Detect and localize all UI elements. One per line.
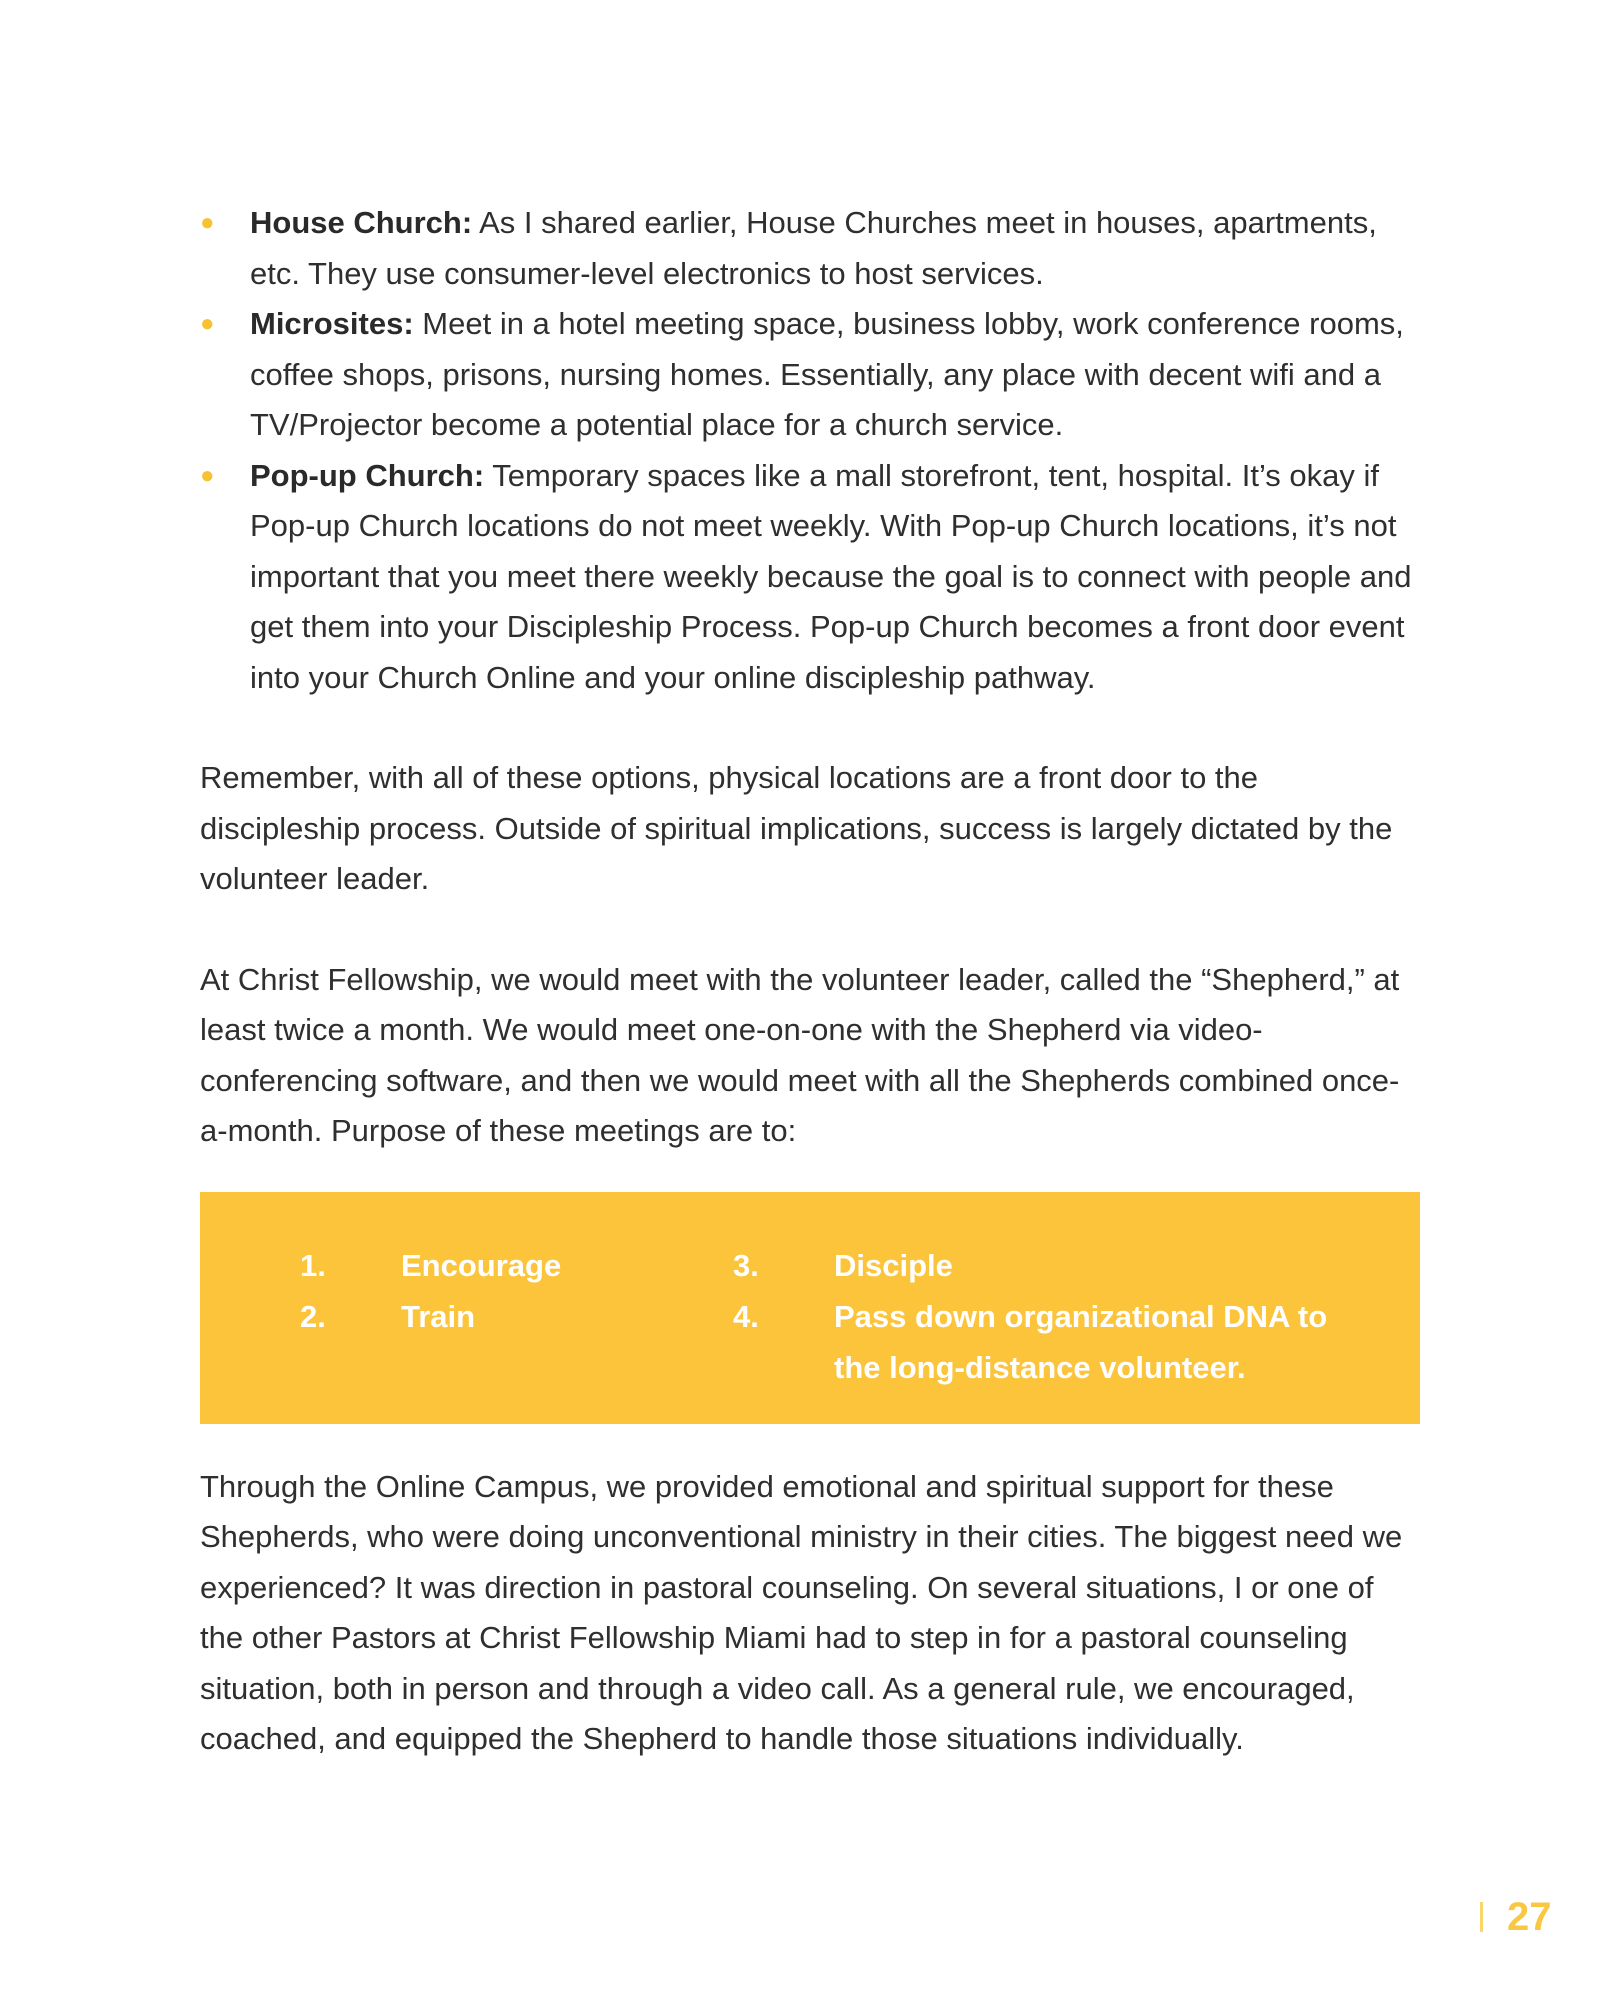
bullet-text: As I shared earlier, House Churches meet in houses, apartments, etc. They use consumer-level electronics to host services. — [250, 205, 1377, 291]
bullet-term: Microsites: — [250, 306, 414, 341]
callout-item-number: 4. — [733, 1298, 759, 1334]
callout-column-right — [733, 1240, 1334, 1393]
page-content — [200, 198, 1420, 1765]
bullet-dot-icon: ● — [200, 310, 215, 337]
paragraph-online-campus: Through the Online Campus, we provided emotional and spiritual support for these Shepherds, who were doing unconventional ministry in their cities. The biggest need we experienced? It was direction in pastoral counseling. On several situations, I or one of the other Pastors at Christ Fellowship Miami had to step in for a pastoral counseling situation, both in person and through a video call. As a general rule, we encouraged, coached, and equipped the Shepherd to handle those situations individually. — [200, 1468, 1403, 1756]
callout-item-text: Train — [401, 1298, 476, 1334]
bullet-term: House Church: — [250, 205, 473, 240]
callout-item-number: 1. — [300, 1247, 326, 1283]
bullet-term: Pop-up Church: — [250, 457, 485, 493]
bullet-text: Temporary spaces like a mall storefront, tent, hospital. It’s okay if Pop-up Church locations do not meet weekly. With Pop-up Church locations, it’s not important that you meet there weekly because the goal is to connect with people and get them into your Discipleship Process. Pop-up Church becomes a front door event into your Church Online and your online discipleship pathway. — [250, 457, 1412, 695]
callout-item — [733, 1240, 1334, 1291]
paragraph-christ-fellowship: At Christ Fellowship, we would meet with the volunteer leader, called the “Shepherd,” at least twice a month. We would meet one-on-one with the Shepherd via video-conferencing software, and then we would meet with all the Shepherds combined once-a-month. Purpose of these meetings are to: — [200, 961, 1400, 1148]
list-item-house-church — [200, 198, 1420, 299]
list-item-microsites — [200, 299, 1420, 451]
meeting-purposes-callout — [200, 1192, 1420, 1424]
callout-item-text: Disciple — [834, 1247, 953, 1283]
callout-item-number: 2. — [300, 1298, 326, 1334]
page-number-text: 27 — [1507, 1895, 1552, 1939]
page-number — [1480, 1895, 1552, 1939]
page-number-divider — [1480, 1902, 1483, 1932]
callout-item-text: Pass down organizational DNA to the long-distance volunteer. — [834, 1298, 1328, 1385]
paragraph-remember: Remember, with all of these options, physical locations are a front door to the discipleship process. Outside of spiritual implications, success is largely dictated by the volunteer leader. — [200, 760, 1393, 896]
bullet-text: Meet in a hotel meeting space, business lobby, work conference rooms, coffee shops, prisons, nursing homes. Essentially, any place with decent wifi and a TV/Projector become a potential place for a church service. — [250, 306, 1404, 442]
location-types-list — [200, 198, 1420, 703]
bullet-dot-icon: ● — [200, 461, 215, 489]
callout-item-number: 3. — [733, 1247, 759, 1283]
bullet-dot-icon: ● — [200, 209, 215, 236]
callout-item — [733, 1291, 1334, 1393]
callout-item-text: Encourage — [401, 1247, 562, 1283]
list-item-pop-up-church — [200, 451, 1420, 704]
